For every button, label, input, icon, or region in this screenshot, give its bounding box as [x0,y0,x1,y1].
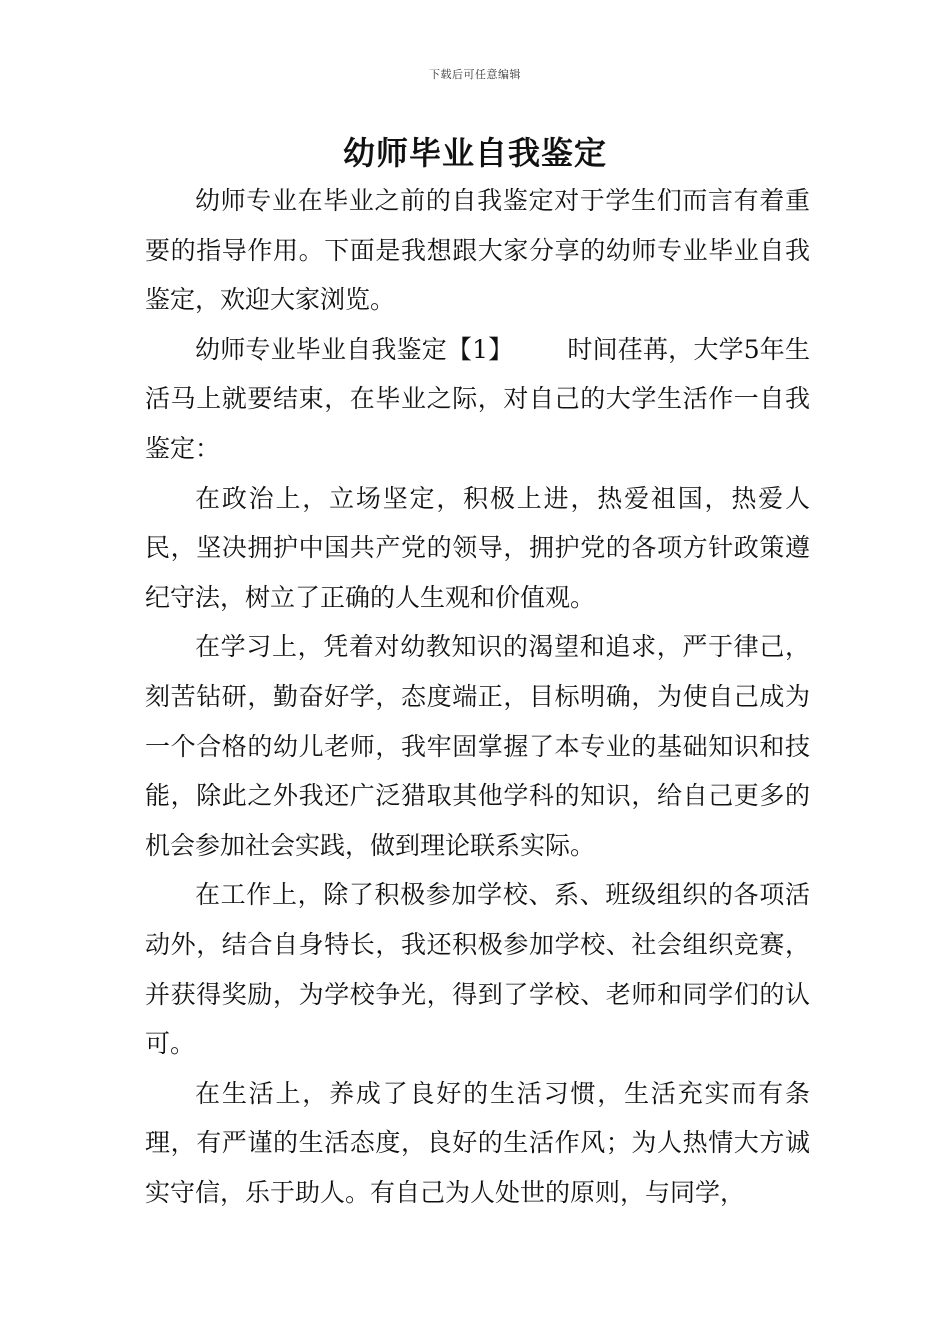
document-body [145,176,810,1217]
intro-paragraph: 幼师专业在毕业之前的自我鉴定对于学生们而言有着重要的指导作用。下面是我想跟大家分享的幼师专业毕业自我鉴定，欢迎大家浏览。 [145,186,810,315]
section-paragraph [145,325,810,474]
study-paragraph: 在学习上，凭着对幼教知识的渴望和追求，严于律己，刻苦钻研，勤奋好学，态度端正，目标明确，为使自己成为一个合格的幼儿老师，我牢固掌握了本专业的基础知识和技能，除此之外我还广泛猎取其他学科的知识，给自己更多的机会参加社会实践，做到理论联系实际。 [145,632,810,860]
politics-paragraph: 在政治上，立场坚定，积极上进，热爱祖国，热爱人民，坚决拥护中国共产党的领导，拥护党的各项方针政策遵纪守法，树立了正确的人生观和价值观。 [145,483,810,612]
document-title: 幼师毕业自我鉴定 [342,134,607,172]
section-text: 时间荏苒，大学5年生活马上就要结束，在毕业之际，对自己的大学生活作一自我鉴定： [145,334,810,463]
header-note: 下载后可任意编辑 [429,68,521,81]
life-paragraph: 在生活上，养成了良好的生活习惯，生活充实而有条理，有严谨的生活态度，良好的生活作风；为人热情大方诚实守信，乐于助人。有自己为人处世的原则，与同学， [145,1078,810,1207]
work-paragraph: 在工作上，除了积极参加学校、系、班级组织的各项活动外，结合自身特长，我还积极参加学校、社会组织竞赛，并获得奖励，为学校争光，得到了学校、老师和同学们的认可。 [145,880,810,1059]
section-label: 幼师专业毕业自我鉴定【1】 [195,334,514,364]
